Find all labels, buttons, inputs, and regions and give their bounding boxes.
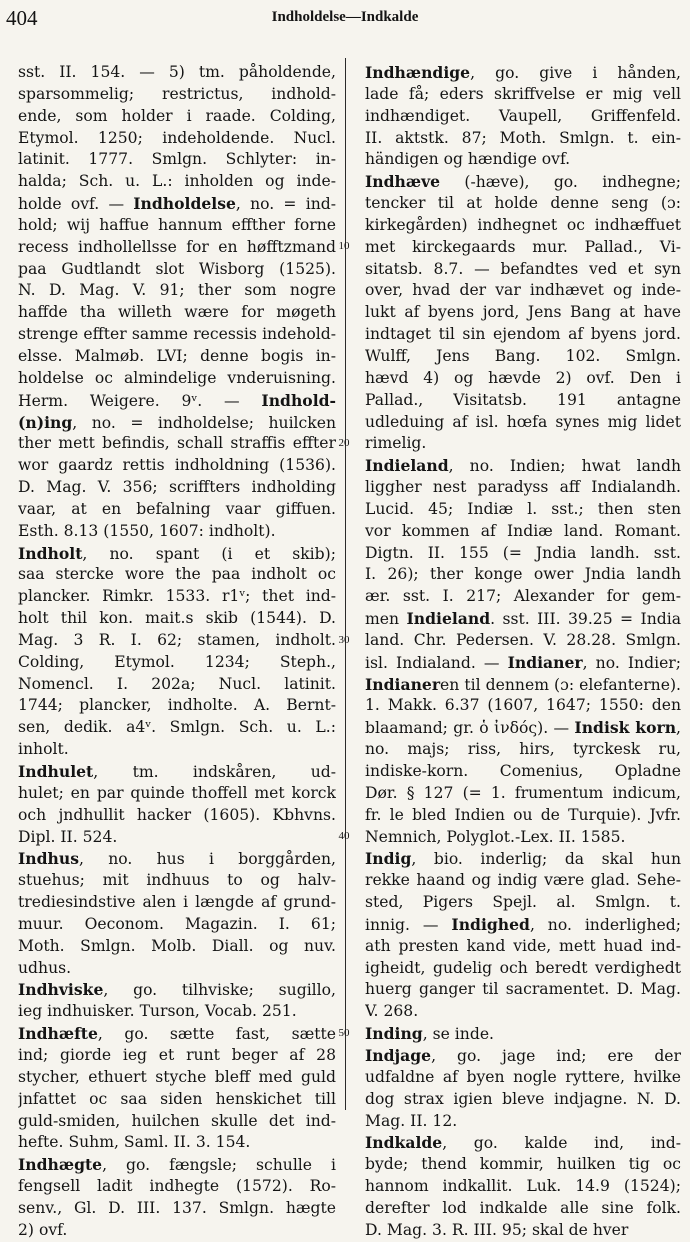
text-line: vaar, at en befalning vaar giffuen. [18, 499, 336, 518]
text-line: derefter lod indkalde alle sine folk. [365, 1198, 681, 1217]
text-line: wor gaardz rettis indholdning (1536). [18, 456, 336, 475]
headword: Indhold- [261, 390, 336, 410]
text-line: huerg ganger til sacramentet. D. Mag. [365, 980, 681, 999]
text-line: rimelig. [365, 434, 427, 453]
text-line: sitatsb. 8.7. — befandtes ved et syn [365, 259, 681, 278]
text-line: met kirckegaards mur. Pallad., Vi- [365, 237, 681, 256]
text-line: Esth. 8.13 (1550, 1607: indholt). [18, 521, 276, 540]
text-line: Indhus, no. hus i borggården, [18, 849, 336, 869]
text-line: hold; wij haffue hannum effther forne [18, 215, 336, 234]
text-line: udhus. [18, 958, 72, 977]
text-line: 2) ovf. [18, 1220, 68, 1239]
text-line: holde ovf. — Indholdelse, no. = ind- [18, 194, 336, 214]
text-line: D. Mag. 3. R. III. 95; skal de hver [365, 1220, 629, 1239]
text-line: haffde tha willeth wære for møgeth [18, 303, 336, 322]
text-line: kirkegården) indhegnet oc indhæffuet [365, 215, 681, 234]
column-divider [345, 58, 346, 1110]
text-line: plancker. Rimkr. 1533. r1ᵛ; thet ind- [18, 587, 336, 606]
text-line: Dipl. II. 524. [18, 827, 118, 846]
headword: Indisk korn [574, 718, 677, 738]
headword: Indig [365, 849, 412, 869]
headword: Indighed [451, 914, 530, 934]
text-line: ind; giorde ieg et runt beger af 28 [18, 1045, 336, 1064]
text-line: Dør. § 127 (= 1. frumentum indicum, [365, 783, 681, 802]
text-line: Indianeren til dennem (ɔ: elefanterne). [365, 674, 681, 694]
line-number: 50 [338, 1027, 350, 1039]
text-line: no. majs; riss, hirs, tyrckesk ru, [365, 740, 681, 759]
text-line: innig. — Indighed, no. inderlighed; [365, 914, 681, 934]
headword: Indhægte [18, 1155, 103, 1175]
running-title: Indholdelse—Indkalde [271, 9, 419, 25]
text-line: stuehus; mit indhuus to og halv- [18, 871, 336, 890]
text-line: men Indieland. sst. III. 39.25 = India [365, 609, 681, 629]
line-number: 40 [338, 830, 350, 842]
text-line: Indig, bio. inderlig; da skal hun [365, 849, 681, 869]
text-line: lade få; eders skriffvelse er mig vell [365, 84, 681, 103]
text-line: igheidt, gudelig och beredt verdighedt [365, 958, 681, 977]
text-line: recess indhollellsse for en høfftzmand [18, 237, 336, 256]
text-line: inholt. [18, 740, 69, 759]
text-line: ieg indhuisker. Turson, Vocab. 251. [18, 1002, 297, 1021]
text-line: indtaget til sin ejendom af byens jord. [365, 325, 681, 344]
text-line: indiske-korn. Comenius, Opladne [365, 762, 681, 780]
text-line: udleduing af isl. hœfa synes mig lidet [365, 412, 681, 431]
headword: (n)ing [18, 412, 73, 432]
left-column [18, 62, 336, 1242]
headword: Indhviske [18, 980, 104, 1000]
text-line: holt thil kon. mait.s skib (1544). D. [18, 609, 336, 628]
headword: Inding [365, 1024, 423, 1044]
text-line: hannom indkallit. Luk. 14.9 (1524); [365, 1177, 681, 1196]
text-line: och jndhullit hacker (1605). Kbhvns. [18, 805, 336, 824]
text-line: Indhulet, tm. indskåren, ud- [18, 762, 336, 781]
text-line: liggher nest paradyss aff Indialandh. [365, 478, 681, 497]
text-line: byde; thend kommir, huilken tig oc [365, 1155, 681, 1174]
headword: Indjage [365, 1045, 432, 1065]
text-line: ær. sst. I. 217; Alexander for gem- [365, 587, 681, 606]
text-line: Indkalde, go. kalde ind, ind- [365, 1133, 681, 1153]
text-line: vor kommen af Indiæ land. Romant. [365, 521, 681, 540]
text-line: sparsommelig; restrictus, indhold- [18, 84, 336, 103]
text-line: latinit. 1777. Smlgn. Schlyter: in- [18, 150, 336, 169]
headword: Indhæve [365, 172, 441, 192]
text-line: saa stercke wore the paa indholt oc [18, 565, 336, 584]
text-line: sen, dedik. a4ᵛ. Smlgn. Sch. u. L.: [18, 718, 336, 737]
headword: Indkalde [365, 1133, 443, 1153]
headword: Indhæfte [18, 1024, 98, 1044]
text-line: blaamand; gr. ὁ ἰνδός). — Indisk korn, [365, 718, 681, 738]
text-line: ende, som holder i raade. Colding, [18, 106, 336, 125]
text-line: Lucid. 45; Indiæ l. sst.; then sten [365, 499, 681, 518]
text-line: Mag. II. 12. [365, 1111, 458, 1130]
line-number: 20 [338, 437, 350, 449]
text-line: (n)ing, no. = indholdelse; huilcken [18, 412, 336, 432]
text-line: I. 26); ther konge ower Jndia landh [365, 565, 681, 584]
headword: Indhændige [365, 63, 471, 82]
headword: Indhus [18, 849, 79, 869]
text-line: Moth. Smlgn. Molb. Diall. og nuv. [18, 936, 336, 955]
text-line: Nemnich, Polyglot.-Lex. II. 1585. [365, 827, 626, 846]
text-line: tencker til at holde denne seng (ɔ: [365, 194, 681, 213]
text-line: ath presten kand vide, mett huad ind- [365, 936, 681, 955]
text-line: sted, Pigers Spejl. al. Smlgn. t. [365, 893, 681, 912]
text-line: Inding, se inde. [365, 1024, 495, 1044]
text-line: isl. Indialand. — Indianer, no. Indier; [365, 652, 681, 672]
text-line: Indholt, no. spant (i et skib); [18, 543, 336, 563]
text-line: Indhæfte, go. sætte fast, sætte [18, 1024, 336, 1044]
text-line: 1744; plancker, indholte. A. Bernt- [18, 696, 336, 715]
text-line: Indhviske, go. tilhviske; sugillo, [18, 980, 336, 1000]
text-line: trediesindstive alen i længde af grund- [18, 893, 336, 912]
text-line: Etymol. 1250; indeholdende. Nucl. [18, 128, 336, 147]
line-number: 10 [338, 240, 350, 252]
headword: Indianer [507, 652, 583, 672]
text-line: Indjage, go. jage ind; ere der [365, 1045, 681, 1065]
text-line: indhændiget. Vaupell, Griffenfeld. [365, 106, 681, 125]
text-line: paa Gudtlandt slot Wisborg (1525). [18, 259, 336, 278]
headword: Indholt [18, 543, 83, 563]
text-line: lukt af byens jord, Jens Bang at have [365, 303, 681, 322]
text-line: V. 268. [365, 1002, 419, 1021]
text-line: over, hvad der var indhævet og inde- [365, 281, 681, 300]
text-line: guld-smiden, huilchen skulle det ind- [18, 1111, 336, 1130]
text-line: II. aktstk. 87; Moth. Smlgn. t. ein- [365, 128, 681, 147]
text-line: hulet; en par quinde thoffell met korck [18, 783, 336, 802]
page-number: 404 [6, 6, 38, 30]
text-line: fr. le bled Indien ou de Turquie). Jvfr. [365, 805, 681, 824]
text-line: D. Mag. V. 356; scriffters indholding [18, 478, 336, 497]
text-line: holdelse oc almindelige vnderuisning. [18, 368, 336, 387]
text-line: Indieland, no. Indien; hwat landh [365, 456, 681, 476]
text-line: rekke haand og indig være glad. Sehe- [365, 871, 681, 890]
headword: Indhulet [18, 762, 94, 781]
text-line: N. D. Mag. V. 91; ther som nogre [18, 281, 336, 300]
text-line: udfaldne af byen nogle ryttere, hvilke [365, 1067, 681, 1086]
text-line: elsse. Malmøb. LVI; denne bogis in- [18, 346, 336, 365]
text-line: strenge effter samme recessis indehold- [18, 325, 336, 344]
text-line: Herm. Weigere. 9ᵛ. — Indhold- [18, 390, 336, 410]
text-line: jnfattet oc saa siden henskichet till [18, 1089, 336, 1108]
text-line: ther mett befindis, schall straffis effter [18, 434, 336, 453]
text-line: halda; Sch. u. L.: inholden og inde- [18, 172, 336, 191]
text-line: Indhændige, go. give i hånden, [365, 63, 681, 82]
line-number: 30 [338, 634, 350, 646]
text-line: Wulff, Jens Bang. 102. Smlgn. [365, 346, 681, 365]
text-line: hævd 4) og hævde 2) ovf. Den i [365, 368, 681, 387]
headword: Indianer [365, 674, 441, 694]
text-line: Mag. 3 R. I. 62; stamen, indholt. [18, 630, 336, 649]
headword: Indholdelse [133, 194, 236, 214]
text-line: muur. Oeconom. Magazin. I. 61; [18, 914, 336, 933]
page-header [0, 0, 690, 44]
text-line: Indhæve (-hæve), go. indhegne; [365, 172, 681, 192]
text-line: stycher, ethuert styche bleff med guld [18, 1067, 336, 1086]
text-line: dog strax igien bleve indjagne. N. D. [365, 1089, 681, 1108]
text-line: hefte. Suhm, Saml. II. 3. 154. [18, 1133, 251, 1152]
text-line: händigen og hændige ovf. [365, 150, 571, 169]
text-line: senv., Gl. D. III. 137. Smlgn. hægte [18, 1198, 336, 1217]
text-line: Digtn. II. 155 (= Jndia landh. sst. [365, 543, 681, 562]
headword: Indieland [365, 456, 449, 476]
right-column [365, 62, 681, 1242]
text-line: Pallad., Visitatsb. 191 antagne [365, 390, 681, 409]
text-line: Nomencl. I. 202a; Nucl. latinit. [18, 674, 336, 693]
text-line: Indhægte, go. fængsle; schulle i [18, 1155, 336, 1175]
text-line: 1. Makk. 6.37 (1607, 1647; 1550: den [365, 696, 681, 715]
text-line: sst. II. 154. — 5) tm. påholdende, [18, 63, 336, 81]
text-line: Colding, Etymol. 1234; Steph., [18, 652, 336, 671]
text-line: land. Chr. Pedersen. V. 28.28. Smlgn. [365, 630, 681, 649]
text-line: fengsell ladit indhegte (1572). Ro- [18, 1177, 336, 1196]
headword: Indieland [406, 609, 491, 629]
